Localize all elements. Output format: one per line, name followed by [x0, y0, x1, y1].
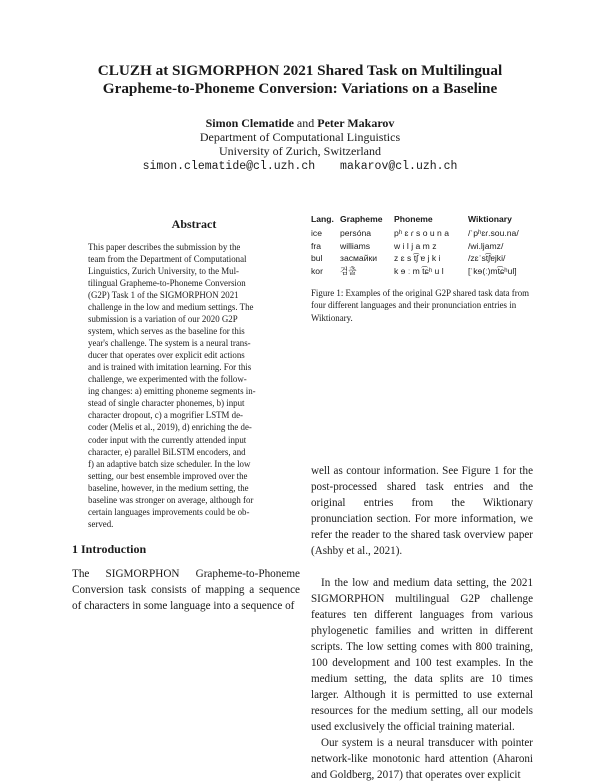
affiliation-university: University of Zurich, Switzerland [219, 144, 381, 158]
abstract-line: system, which serves as the baseline for this [88, 326, 245, 337]
abstract-line: coder input with the currently attended input [88, 434, 247, 445]
table-row [311, 227, 523, 240]
author-2: Peter Makarov [317, 116, 395, 130]
cell-grapheme: засмайки [340, 253, 378, 264]
col-header-grapheme: Grapheme [340, 214, 383, 224]
abstract-line: challenge in the low and medium settings. The [88, 302, 254, 313]
paper-title-line-2: Grapheme-to-Phoneme Conversion: Variations on a Baseline [102, 80, 498, 97]
abstract-line: character dropout, c) a mogrifier LSTM de- [88, 410, 244, 421]
abstract-line: and is trained with imitation learning. For this [88, 362, 252, 373]
cell-wiktionary: [ˈkɘ(ː)mt͡ɕʰul] [468, 266, 517, 277]
abstract-line: stead of single character phonemes, b) input [88, 398, 245, 409]
abstract-line: ducer that operates over explicit edit actions [88, 350, 245, 361]
cell-lang: fra [311, 240, 322, 251]
abstract-line: tilingual Grapheme-to-Phoneme Conversion [88, 278, 246, 289]
abstract-line: year's challenge. The system is a neural trans- [88, 338, 251, 349]
figure-1-table [311, 213, 523, 277]
abstract-line: This paper describes the submission by the [88, 242, 241, 252]
abstract-line: ing changes: a) emitting phoneme segments in- [88, 386, 256, 397]
affiliation-department: Department of Computational Linguistics [199, 130, 401, 144]
abstract-line: (G2P) Task 1 of the SIGMORPHON 2021 [88, 290, 239, 301]
author-1: Simon Clematide [205, 116, 294, 130]
abstract-line: certain languages improvements could be ob- [88, 506, 250, 517]
abstract-line: baseline, however, in the medium setting, the [88, 482, 249, 493]
cell-phoneme: w i l j a m z [394, 240, 437, 251]
authors [0, 116, 600, 130]
cell-grapheme: persóna [340, 228, 372, 239]
abstract-line: coder (Melis et al., 2019), d) enriching the de- [88, 422, 252, 433]
introduction-text: The SIGMORPHON Grapheme-to-Phoneme Conversion task consists of mapping a sequence of characters in some language into a sequence of [72, 568, 300, 612]
paragraph-contour: well as contour information. See Figure 1 for the post-processed shared task entries and the original entries from the Wiktionary pronunciation section. For more information, we refer the reader to the shared task overview paper (Ashby et al., 2021). [311, 465, 533, 557]
cell-lang: kor [311, 266, 323, 277]
abstract-line: setting, our best ensemble improved over the [88, 470, 248, 481]
right-column-text [311, 463, 533, 783]
figure-1-caption: Figure 1: Examples of the original G2P shared task data from four different languages and their pronunciation entries in Wiktionary. [311, 288, 530, 323]
cell-wiktionary: /wi.ljamz/ [468, 240, 504, 251]
table-row [311, 265, 523, 278]
author-emails [0, 160, 600, 173]
cell-lang: bul [311, 253, 323, 264]
cell-phoneme: pʰ ɛ ɾ s o u n a [394, 228, 450, 239]
col-header-wiktionary: Wiktionary [468, 214, 512, 224]
abstract-line: Linguistics, Zurich University, to the Mul- [88, 266, 240, 277]
section-heading-introduction: 1 Introduction [72, 542, 147, 556]
cell-wiktionary: /ˈpʰɛɾ.sou.na/ [468, 228, 519, 239]
email-2[interactable]: makarov@cl.uzh.ch [340, 160, 458, 173]
abstract-body [88, 241, 300, 530]
cell-grapheme: williams [340, 240, 371, 251]
col-header-lang: Lang. [311, 214, 334, 224]
abstract-line: team from the Department of Computational [88, 254, 247, 265]
abstract-line: f) an adaptive batch size scheduler. In the low [88, 458, 251, 469]
paragraph-system: Our system is a neural transducer with pointer network-like monotonic hard attention (Aharoni and Goldberg, 2017) that operates over explicit [311, 737, 533, 781]
table-row [311, 252, 523, 265]
paragraph-settings: In the low and medium data setting, the 2021 SIGMORPHON multilingual G2P challenge features ten different languages from various phylogenetic families and written in different scripts. The low setting comes with 800 training, 100 development and 100 test examples. In the medium setting, the data splits are 10 times larger. Although it is permitted to use external resources for the medium setting, all our models used exclusively the official training material. [311, 577, 533, 733]
abstract-line: challenge, we experimented with the follow- [88, 374, 247, 385]
table-row [311, 240, 523, 253]
cell-phoneme: z ɛ s t͡ʃ ɐ j k i [394, 253, 441, 264]
authors-and: and [296, 116, 315, 130]
cell-lang: ice [311, 228, 322, 239]
abstract-line: character, e) parallel BiLSTM encoders, and [88, 446, 246, 457]
col-header-phoneme: Phoneme [394, 214, 433, 224]
abstract-heading: Abstract [171, 217, 217, 231]
paper-title-line-1: CLUZH at SIGMORPHON 2021 Shared Task on Multilingual [97, 62, 503, 79]
email-1[interactable]: simon.clematide@cl.uzh.ch [142, 160, 316, 173]
abstract-line: served. [88, 518, 114, 529]
cell-phoneme: k ɘ ː m t͡ɕʰ u l [394, 266, 444, 277]
cell-grapheme: 검출 [340, 266, 357, 277]
abstract-line: baseline was stronger on average, although for [88, 494, 254, 505]
cell-wiktionary: /zɛˈst͡ʃɐjki/ [468, 253, 506, 264]
abstract-line: submission is a variation of our 2020 G2P [88, 314, 238, 325]
